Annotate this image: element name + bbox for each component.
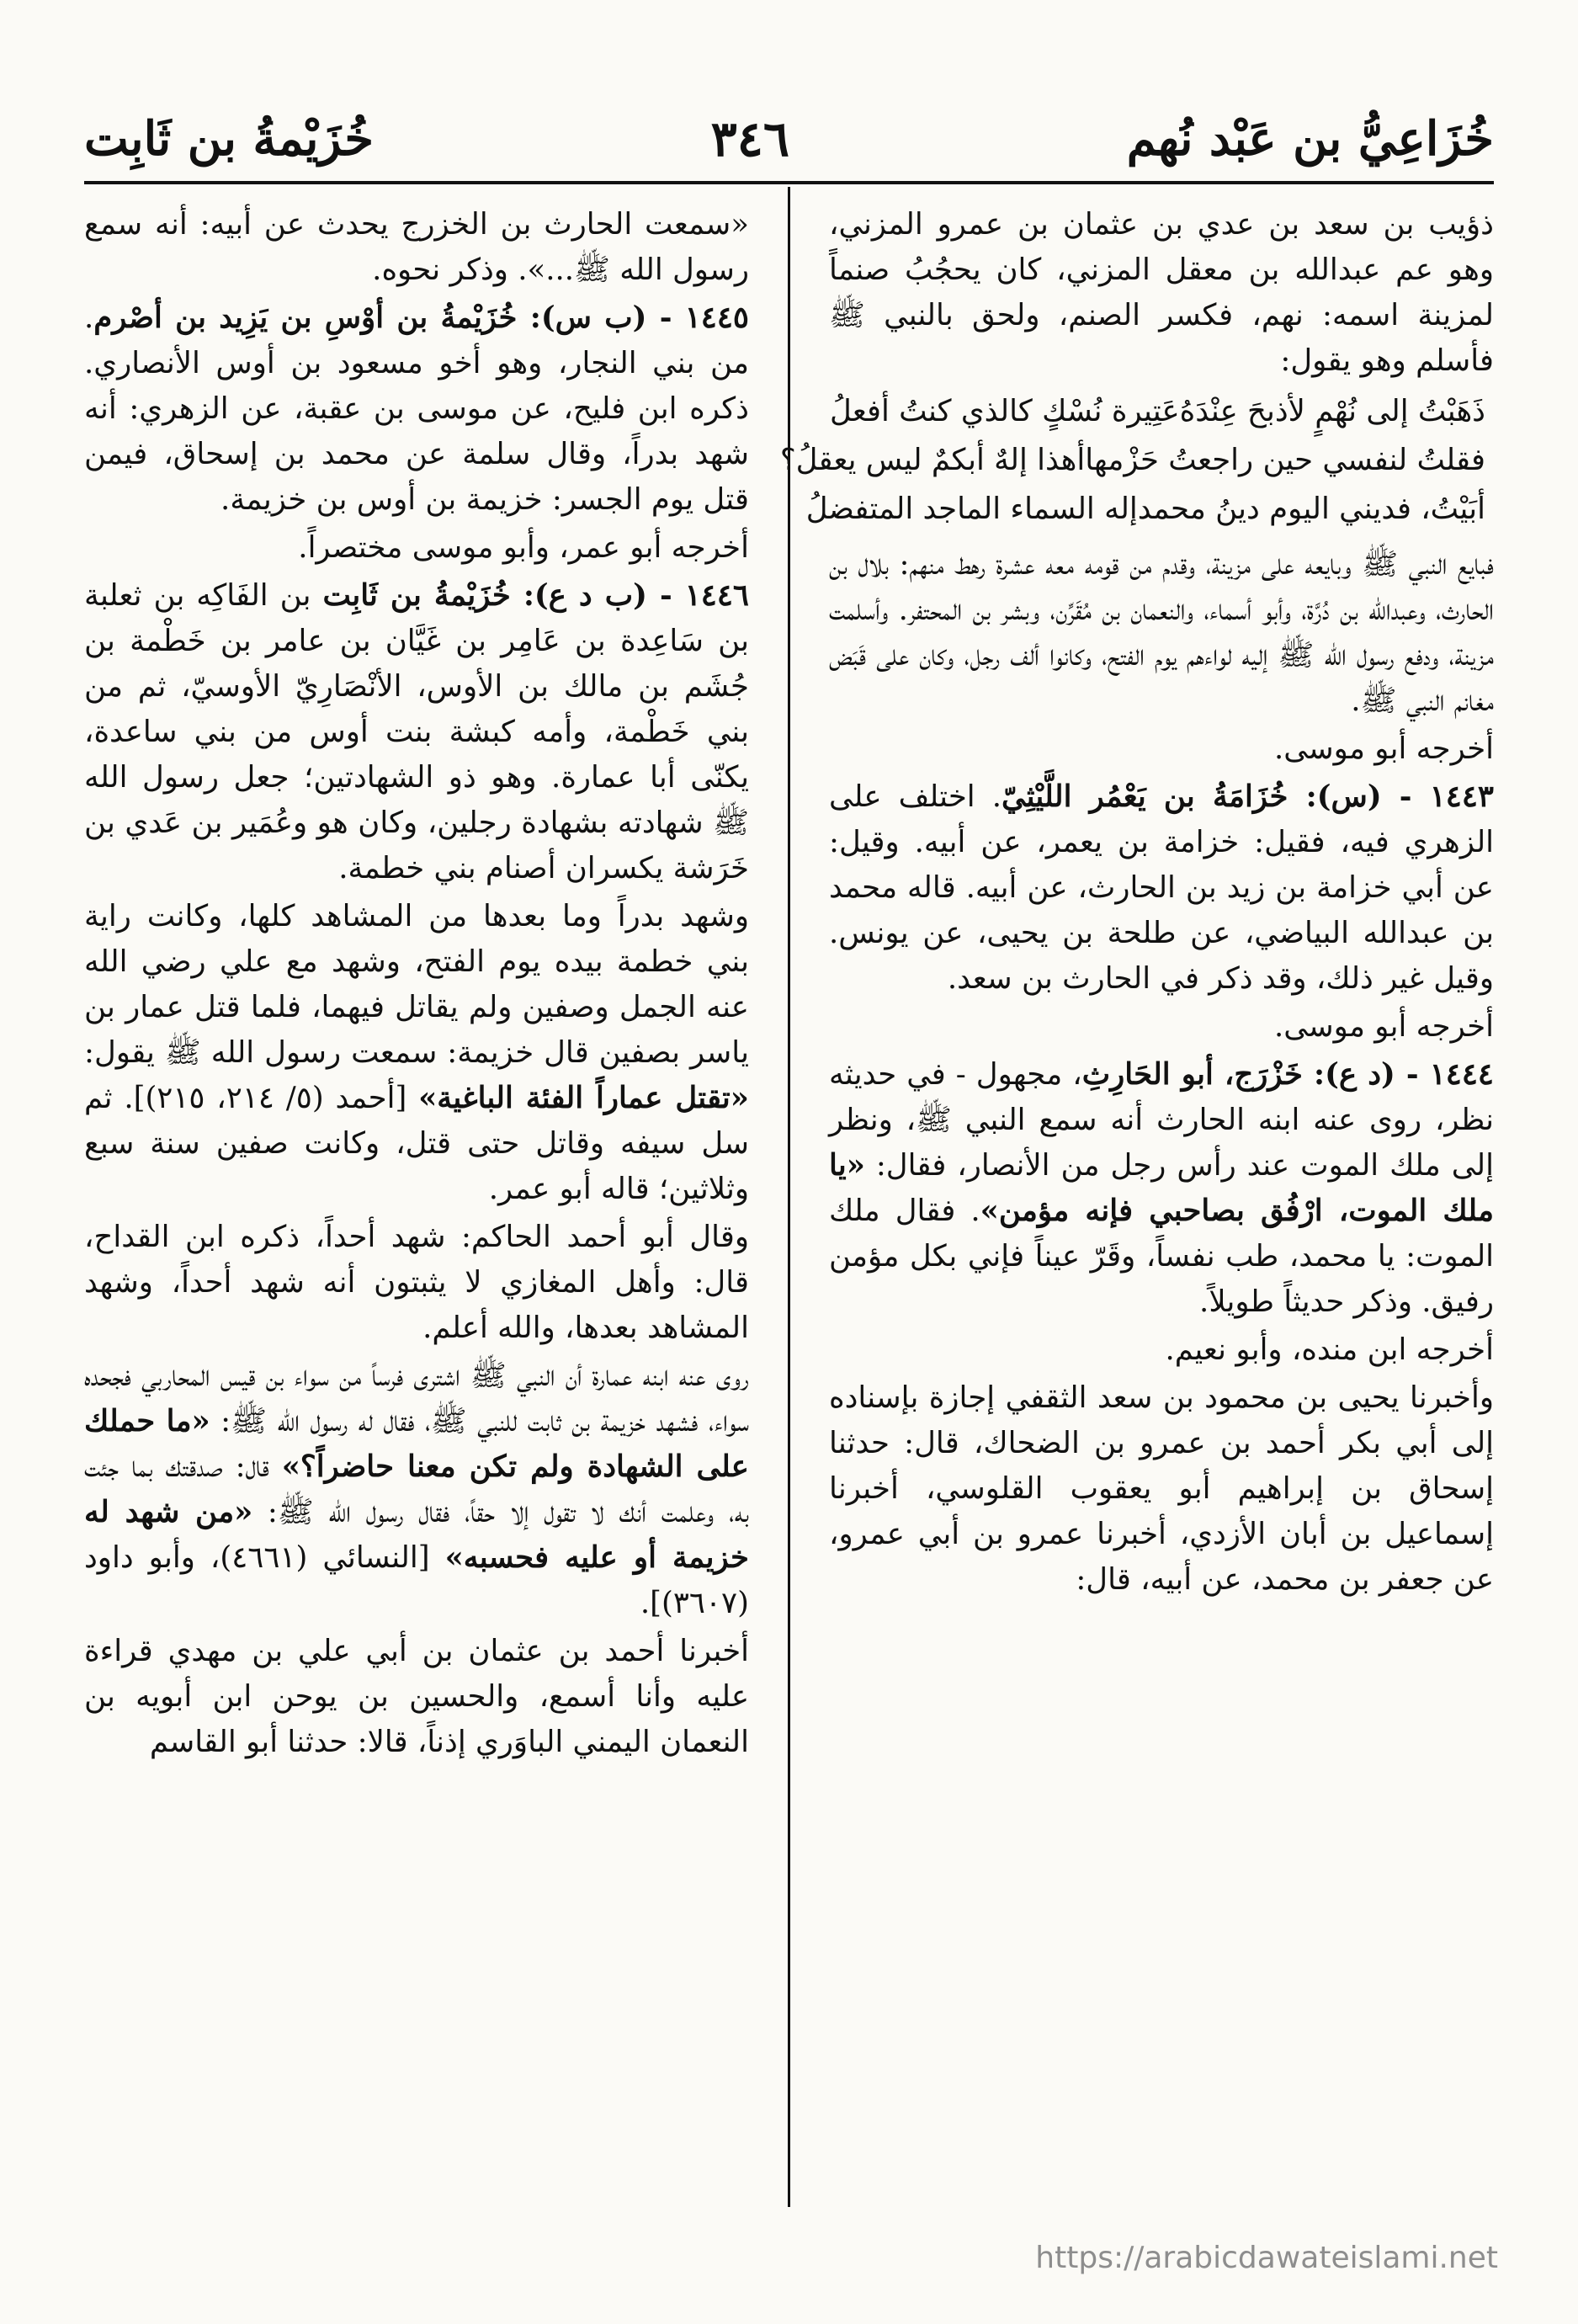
- paragraph-text: قال: صدقتك بما جئت به، وعلمت أنك لا تقول إلا حقاً، فقال رسول الله ﷺ:: [84, 1449, 749, 1529]
- hemistich: أبَيْتُ، فديني اليوم دينُ محمد: [1137, 492, 1485, 526]
- paragraph: ذؤيب بن سعد بن عدي بن عثمان بن عمرو المزني، وهو عم عبدالله بن معقل المزني، كان يحجُبُ صنماً لمزينة اسمه: نهم، فكسر الصنم، ولحق بالنبي ﷺ فأسلم وهو يقول:: [829, 207, 1494, 378]
- entry-number: ١٤٤٣: [1429, 779, 1494, 814]
- poem-verse: [829, 387, 1494, 436]
- entry-number: ١٤٤٤: [1429, 1057, 1495, 1092]
- entry-sigla: - (س):: [1288, 779, 1430, 814]
- attribution: أخرجه ابن منده، وأبو نعيم.: [1165, 1332, 1494, 1367]
- entry-text: . من بني النجار، وهو أخو مسعود بن أوس الأنصاري. ذكره ابن فليح، عن موسى بن عقبة، عن الزهري: أنه شهد بدراً، وقال سلمة عن محمد بن إسحاق، فيمن قتل يوم الجسر: خزيمة بن أوس بن خزيمة.: [84, 300, 749, 517]
- attribution: أخرجه أبو موسى.: [1274, 731, 1494, 766]
- left-column: [84, 202, 749, 2214]
- running-head-right: خُزَاعِيُّ بن عَبْد نُهم: [1126, 111, 1494, 167]
- entry-text: . اختلف على الزهري فيه، فقيل: خزامة بن يعمر، عن أبيه. وقيل: عن أبي خزامة بن زيد بن الحارث، عن أبيه. قاله محمد بن عبدالله البياضي، عن طلحة بن يحيى، عن يونس. وقيل غير ذلك، وقد ذكر في الحارث بن سعد.: [829, 779, 1494, 996]
- entry-1445: [84, 295, 749, 523]
- paragraph-text: [النسائي (٤٦٦١)، وأبو داود (٣٦٠٧)].: [84, 1540, 749, 1620]
- page-header: [84, 101, 1494, 177]
- poem: [779, 387, 1494, 534]
- hemistich: ذَهَبْتُ إلى نُهْمٍ لأذبحَ عِنْدَهُ: [1179, 394, 1485, 428]
- entry-1443: [829, 774, 1494, 1002]
- hemistich: أهذا إلهٌ أبكمٌ ليس يعقلُ؟: [779, 443, 1086, 477]
- entry-sigla: - (ب س):: [517, 300, 685, 335]
- entry-number: ١٤٤٦: [684, 578, 750, 613]
- paragraph: فبايع النبي ﷺ وبايعه على مزينة، وقدم من قومه معه عشرة رهط منهم: بلال بن الحارث، وعبدالله بن دُرَّة، وأبو أسماء، والنعمان بن مُقَرِّن، وبشر بن المحتفر. وأسلمت مزينة، ودفع رسول الله ﷺ إليه لواءهم يوم الفتح، وكانوا ألف رجل، وكان على قَبَض مغانم النبي ﷺ.: [829, 547, 1494, 718]
- entry-sigla: - (د ع):: [1302, 1057, 1430, 1092]
- hadith-quote: «تقتل عماراً الفئة الباغية»: [418, 1081, 749, 1115]
- entry-name: خُزَيْمةُ بن ثَابِت: [322, 578, 511, 613]
- entry-text: ، مجهول - في حديثه نظر، روى عنه ابنه الحارث أنه سمع النبي ﷺ، ونظر إلى ملك الموت عند رأس رجل من الأنصار، فقال:: [829, 1057, 1494, 1183]
- hemistich: إله السماء الماجد المتفضلُ: [805, 492, 1138, 526]
- entry-sigla: - (ب د ع):: [510, 578, 685, 613]
- attribution: أخرجه أبو موسى.: [1274, 1009, 1494, 1044]
- entry-text: بن الفَاكِه بن ثعلبة بن سَاعِدة بن عَامِر بن غَيَّان بن عامر بن خَطْمة بن جُشَم بن مالك بن الأوس، الأنْصَارِيّ الأوسيّ، ثم من بني خَطْمة، وأمه كبشة بنت أوس من بني ساعدة، يكنّى أبا عمارة. وهو ذو الشهادتين؛ جعل رسول الله ﷺ شهادته بشهادة رجلين، وكان هو وعُمَير بن عَدي بن خَرَشة يكسران أصنام بني خطمة.: [84, 578, 749, 885]
- entry-text: . فقال ملك الموت: يا محمد، طب نفساً، وقَرّ عيناً فإني بكل مؤمن رفيق. وذكر حديثاً طويلاً.: [829, 1194, 1494, 1319]
- page-number: ٣٤٦: [710, 110, 790, 168]
- paragraph-text: روى عنه ابنه عمارة أن النبي ﷺ اشترى فرساً من سواء بن قيس المحاربي فجحده سواء، فشهد خزيمة بن ثابت للنبي ﷺ، فقال له رسول الله ﷺ:: [84, 1359, 749, 1439]
- right-column: [779, 202, 1495, 2214]
- attribution: أخرجه أبو عمر، وأبو موسى مختصراً.: [298, 530, 749, 565]
- entry-number: ١٤٤٥: [684, 300, 749, 335]
- entry-name: خَزْرَج، أبو الحَارِثِ: [1081, 1057, 1303, 1092]
- paragraph: أخبرنا أحمد بن عثمان بن أبي علي بن مهدي قراءة عليه وأنا أسمع، والحسين بن يوحن ابن أبويه بن النعمان اليمني الباوَري إذناً، قالا: حدثنا أبو القاسم: [84, 1634, 749, 1759]
- header-rule: [84, 181, 1494, 184]
- paragraph-text: [أحمد (٥/ ٢١٤، ٢١٥)]. ثم سل سيفه وقاتل حتى قتل، وكانت صفين سنة سبع وثلاثين؛ قاله أبو عمر.: [84, 1081, 749, 1206]
- paragraph: «سمعت الحارث بن الخزرج يحدث عن أبيه: أنه سمع رسول الله ﷺ...». وذكر نحوه.: [84, 207, 749, 287]
- entry-name: خُزَامَةُ بن يَعْمُر اللَّيْثِيّ: [1002, 779, 1288, 814]
- running-head-left: خُزَيْمةُ بن ثَابِت: [84, 111, 374, 167]
- paragraph-text: وشهد بدراً وما بعدها من المشاهد كلها، وكانت راية بني خطمة بيده يوم الفتح، وشهد مع علي رضي الله عنه الجمل وصفين ولم يقاتل فيهما، فلما قتل عمار بن ياسر بصفين قال خزيمة: سمعت رسول الله ﷺ يقول:: [84, 899, 749, 1070]
- watermark-url: https://arabicdawateislami.net: [1035, 2241, 1498, 2275]
- paragraph: [84, 1353, 749, 1626]
- entry-1446: [84, 573, 749, 891]
- hemistich: عَتِيرة نُسْكٍ كالذي كنتُ أفعلُ: [829, 394, 1180, 428]
- paragraph: وقال أبو أحمد الحاكم: شهد أحداً، ذكره ابن القداح، قال: وأهل المغازي لا يثبتون أنه شهد أحداً، وشهد المشاهد بعدها، والله أعلم.: [84, 1220, 749, 1345]
- hemistich: فقلتُ لنفسي حين راجعتُ حَزْمها: [1085, 443, 1485, 477]
- paragraph: وأخبرنا يحيى بن محمود بن سعد الثقفي إجازة بإسناده إلى أبي بكر أحمد بن عمرو بن الضحاك، قال: حدثنا إسحاق بن إبراهيم أبو يعقوب القلوسي، أخبرنا إسماعيل بن أبان الأزدي، أخبرنا عمرو بن أبي عمرو، عن جعفر بن محمد، عن أبيه، قال:: [829, 1380, 1494, 1597]
- poem-verse: [779, 436, 1494, 485]
- column-separator: [788, 187, 790, 2207]
- entry-name: خُزَيْمةُ بن أوْسِ بن يَزِيد بن أصْرم: [93, 300, 518, 335]
- hadith-quote: «من شهد له خزيمة أو عليه فحسبه»: [84, 1495, 749, 1575]
- entry-1444: [829, 1052, 1494, 1325]
- poem-verse: [805, 485, 1494, 534]
- hadith-quote: «ما حملك على الشهادة ولم تكن معنا حاضراً؟»: [84, 1404, 749, 1484]
- paragraph: [84, 894, 749, 1212]
- hadith-quote: «يا ملك الموت، ارْفُق بصاحبي فإنه مؤمن»: [829, 1148, 1495, 1228]
